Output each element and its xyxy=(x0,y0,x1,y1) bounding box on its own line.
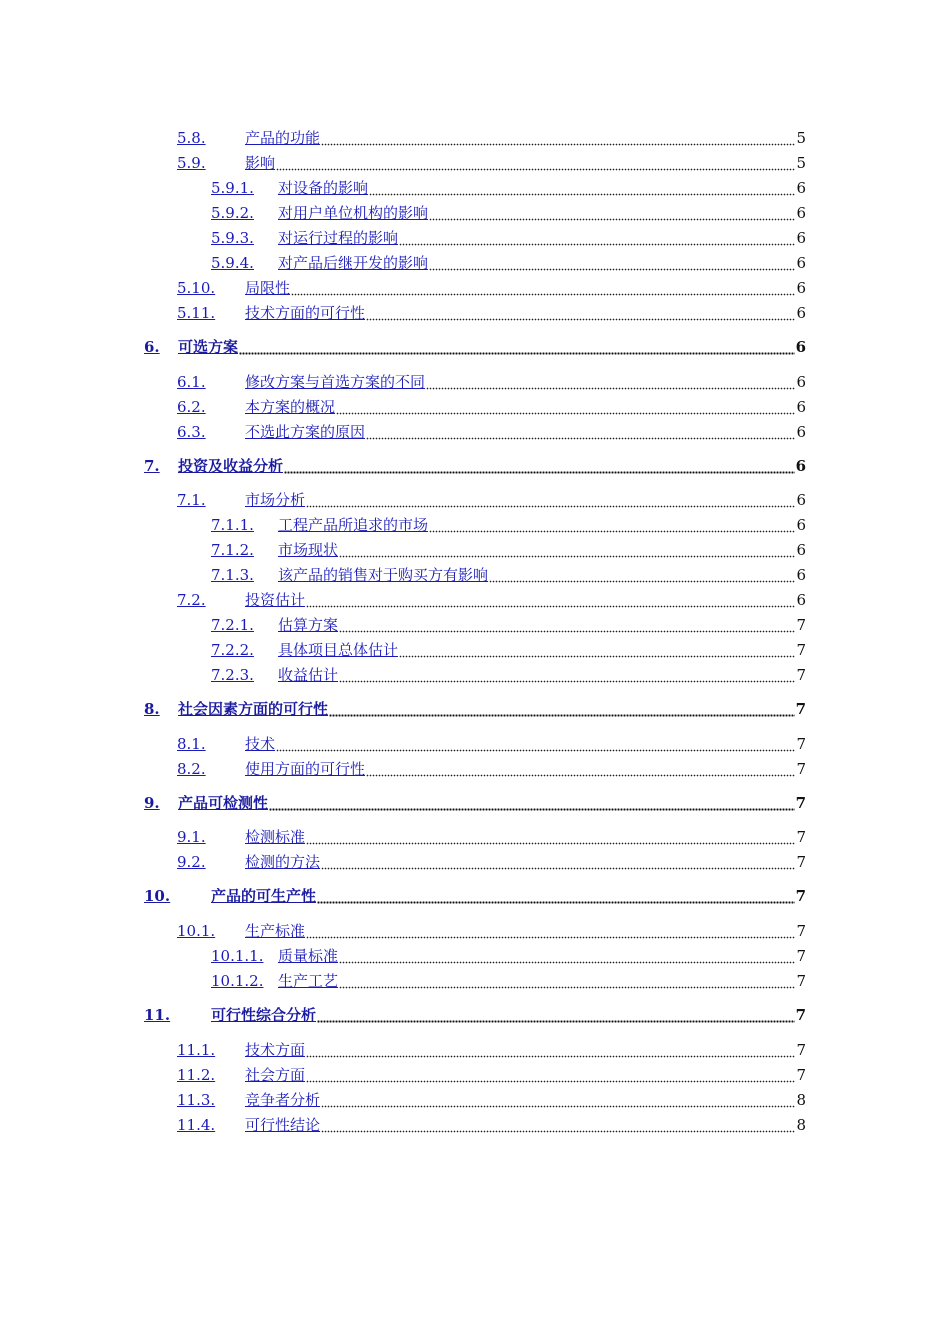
toc-entry-page-number: 6 xyxy=(796,254,806,272)
toc-entry-page-number: 6 xyxy=(796,516,806,534)
toc-entry[interactable] xyxy=(177,488,806,510)
toc-entry-title[interactable]: 技术方面的可行性 xyxy=(245,304,366,322)
toc-entry[interactable] xyxy=(211,251,806,273)
dot-leader xyxy=(317,1005,795,1025)
toc-entry-title[interactable]: 社会方面 xyxy=(245,1066,306,1084)
toc-entry[interactable] xyxy=(211,538,806,560)
toc-entry[interactable] xyxy=(144,884,806,906)
toc-entry-title[interactable]: 局限性 xyxy=(245,279,291,297)
dot-leader xyxy=(399,228,795,248)
toc-entry-page-number: 7 xyxy=(796,760,806,778)
toc-entry-number[interactable]: 10.1.1. xyxy=(211,947,264,965)
dot-leader xyxy=(489,565,795,585)
toc-entry-title[interactable]: 检测标准 xyxy=(245,828,306,846)
toc-entry[interactable] xyxy=(144,697,806,719)
toc-entry-number[interactable]: 6. xyxy=(144,338,160,356)
toc-entry-page-number: 7 xyxy=(796,735,806,753)
toc-entry-page-number: 6 xyxy=(796,491,806,509)
toc-entry-number[interactable]: 5.11. xyxy=(177,304,216,322)
toc-entry-page-number: 6 xyxy=(796,398,806,416)
toc-entry-page-number: 6 xyxy=(796,279,806,297)
toc-entry[interactable] xyxy=(211,226,806,248)
dot-leader xyxy=(321,1115,795,1135)
toc-entry-title[interactable]: 对设备的影响 xyxy=(278,179,369,197)
toc-entry-page-number: 6 xyxy=(796,204,806,222)
toc-entry-title[interactable]: 投资及收益分析 xyxy=(178,457,284,475)
dot-leader xyxy=(369,178,795,198)
toc-entry-title[interactable]: 估算方案 xyxy=(278,616,339,634)
toc-entry-number[interactable]: 10.1.2. xyxy=(211,972,264,990)
toc-entry-number[interactable]: 5.8. xyxy=(177,129,206,147)
toc-entry-page-number: 6 xyxy=(796,373,806,391)
toc-entry[interactable] xyxy=(177,1038,806,1060)
dot-leader xyxy=(426,372,795,392)
dot-leader xyxy=(429,203,795,223)
toc-entry-number[interactable]: 9. xyxy=(144,794,160,812)
toc-entry-number[interactable]: 5.9.3. xyxy=(211,229,254,247)
toc-entry-title[interactable]: 产品可检测性 xyxy=(178,794,269,812)
toc-entry-title[interactable]: 修改方案与首选方案的不同 xyxy=(245,373,426,391)
dot-leader xyxy=(306,921,795,941)
toc-entry[interactable] xyxy=(177,126,806,148)
dot-leader xyxy=(317,886,795,906)
toc-entry-page-number: 5 xyxy=(796,129,806,147)
dot-leader xyxy=(329,699,795,719)
toc-entry-number[interactable]: 11.4. xyxy=(177,1116,216,1134)
toc-entry-number[interactable]: 11.2. xyxy=(177,1066,216,1084)
toc-entry-number[interactable]: 10.1. xyxy=(177,922,216,940)
toc-entry[interactable] xyxy=(144,791,806,813)
toc-entry[interactable] xyxy=(177,276,806,298)
toc-entry-page-number: 8 xyxy=(796,1091,806,1109)
toc-entry-number[interactable]: 7.1.2. xyxy=(211,541,254,559)
toc-entry[interactable] xyxy=(177,757,806,779)
toc-entry[interactable] xyxy=(211,201,806,223)
toc-entry-number[interactable]: 8.1. xyxy=(177,735,206,753)
dot-leader xyxy=(429,515,795,535)
toc-entry-page-number: 6 xyxy=(796,591,806,609)
toc-entry[interactable] xyxy=(211,638,806,660)
dot-leader xyxy=(269,793,795,813)
toc-entry[interactable] xyxy=(177,420,806,442)
toc-entry-number[interactable]: 7.1. xyxy=(177,491,206,509)
toc-entry-number[interactable]: 7.1.3. xyxy=(211,566,254,584)
toc-entry-number[interactable]: 8.2. xyxy=(177,760,206,778)
toc-entry[interactable] xyxy=(177,1088,806,1110)
dot-leader xyxy=(284,456,795,476)
toc-entry-page-number: 7 xyxy=(796,853,806,871)
dot-leader xyxy=(306,1065,795,1085)
toc-entry-title[interactable]: 可行性结论 xyxy=(245,1116,321,1134)
toc-entry-page-number: 6 xyxy=(796,304,806,322)
toc-entry-number[interactable]: 7. xyxy=(144,457,160,475)
toc-entry-title[interactable]: 生产工艺 xyxy=(278,972,339,990)
toc-entry[interactable] xyxy=(177,919,806,941)
toc-entry[interactable] xyxy=(177,850,806,872)
dot-leader xyxy=(339,665,795,685)
toc-entry-number[interactable]: 10. xyxy=(144,887,171,905)
toc-entry[interactable] xyxy=(177,732,806,754)
toc-entry-number[interactable]: 5.9. xyxy=(177,154,206,172)
toc-entry[interactable] xyxy=(177,151,806,173)
toc-entry-page-number: 7 xyxy=(796,666,806,684)
toc-entry-page-number: 7 xyxy=(795,1006,806,1024)
dot-leader xyxy=(291,278,795,298)
toc-entry-number[interactable]: 6.1. xyxy=(177,373,206,391)
toc-entry-number[interactable]: 8. xyxy=(144,700,160,718)
toc-entry-title[interactable]: 可行性综合分析 xyxy=(211,1006,317,1024)
toc-entry[interactable] xyxy=(177,1113,806,1135)
dot-leader xyxy=(429,253,795,273)
dot-leader xyxy=(276,153,795,173)
toc-entry[interactable] xyxy=(211,563,806,585)
dot-leader xyxy=(306,490,795,510)
toc-entry[interactable] xyxy=(144,1003,806,1025)
dot-leader xyxy=(321,1090,795,1110)
dot-leader xyxy=(239,337,795,357)
toc-entry-page-number: 7 xyxy=(795,700,806,718)
toc-entry-title[interactable]: 质量标准 xyxy=(278,947,339,965)
toc-entry-title[interactable]: 社会因素方面的可行性 xyxy=(178,700,329,718)
toc-entry-number[interactable]: 7.2. xyxy=(177,591,206,609)
toc-entry-page-number: 7 xyxy=(796,828,806,846)
toc-entry-page-number: 6 xyxy=(796,566,806,584)
toc-entry-title[interactable]: 可选方案 xyxy=(178,338,239,356)
toc-entry-title[interactable]: 不选此方案的原因 xyxy=(245,423,366,441)
toc-entry-number[interactable]: 11.3. xyxy=(177,1091,216,1109)
toc-entry-title[interactable]: 产品的可生产性 xyxy=(211,887,317,905)
toc-entry-title[interactable]: 检测的方法 xyxy=(245,853,321,871)
toc-entry-number[interactable]: 5.9.1. xyxy=(211,179,254,197)
toc-entry-page-number: 6 xyxy=(795,457,806,475)
toc-entry-number[interactable]: 11. xyxy=(144,1006,171,1024)
toc-entry-page-number: 6 xyxy=(796,179,806,197)
toc-entry[interactable] xyxy=(177,395,806,417)
toc-entry[interactable] xyxy=(211,176,806,198)
toc-entry-title[interactable]: 影响 xyxy=(245,154,276,172)
toc-entry-page-number: 7 xyxy=(795,794,806,812)
toc-entry-title[interactable]: 本方案的概况 xyxy=(245,398,336,416)
toc-entry-page-number: 7 xyxy=(796,922,806,940)
toc-entry-title[interactable]: 使用方面的可行性 xyxy=(245,760,366,778)
toc-entry-page-number: 7 xyxy=(796,972,806,990)
toc-entry-page-number: 6 xyxy=(795,338,806,356)
toc-entry[interactable] xyxy=(211,944,806,966)
toc-entry-page-number: 7 xyxy=(796,947,806,965)
toc-entry-title[interactable]: 对用户单位机构的影响 xyxy=(278,204,429,222)
dot-leader xyxy=(306,827,795,847)
toc-entry-page-number: 6 xyxy=(796,229,806,247)
toc-entry-page-number: 7 xyxy=(796,616,806,634)
toc-entry-title[interactable]: 对运行过程的影响 xyxy=(278,229,399,247)
dot-leader xyxy=(321,852,795,872)
toc-entry-page-number: 7 xyxy=(795,887,806,905)
toc-entry-title[interactable]: 具体项目总体估计 xyxy=(278,641,399,659)
toc-entry-title[interactable]: 投资估计 xyxy=(245,591,306,609)
toc-entry-page-number: 6 xyxy=(796,541,806,559)
dot-leader xyxy=(339,946,795,966)
toc-entry-number[interactable]: 7.2.2. xyxy=(211,641,254,659)
toc-entry[interactable] xyxy=(177,1063,806,1085)
dot-leader xyxy=(366,759,795,779)
dot-leader xyxy=(306,590,795,610)
toc-entry[interactable] xyxy=(211,663,806,685)
dot-leader xyxy=(339,615,795,635)
toc-entry-title[interactable]: 技术 xyxy=(245,735,276,753)
toc-entry-number[interactable]: 7.1.1. xyxy=(211,516,254,534)
toc-entry-number[interactable]: 5.9.2. xyxy=(211,204,254,222)
toc-entry-title[interactable]: 收益估计 xyxy=(278,666,339,684)
toc-entry-page-number: 7 xyxy=(796,641,806,659)
toc-entry-title[interactable]: 生产标准 xyxy=(245,922,306,940)
dot-leader xyxy=(339,540,795,560)
toc-entry[interactable] xyxy=(211,613,806,635)
toc-entry-number[interactable]: 6.2. xyxy=(177,398,206,416)
toc-entry[interactable] xyxy=(211,969,806,991)
toc-entry-title[interactable]: 技术方面 xyxy=(245,1041,306,1059)
toc-entry-title[interactable]: 对产品后继开发的影响 xyxy=(278,254,429,272)
dot-leader xyxy=(399,640,795,660)
dot-leader xyxy=(336,397,795,417)
toc-entry-number[interactable]: 5.9.4. xyxy=(211,254,254,272)
toc-entry-page-number: 7 xyxy=(796,1041,806,1059)
dot-leader xyxy=(339,971,795,991)
toc-entry[interactable] xyxy=(211,513,806,535)
dot-leader xyxy=(306,1040,795,1060)
toc-entry-title[interactable]: 竞争者分析 xyxy=(245,1091,321,1109)
toc-entry[interactable] xyxy=(177,370,806,392)
toc-entry[interactable] xyxy=(177,301,806,323)
toc-entry-number[interactable]: 6.3. xyxy=(177,423,206,441)
toc-entry[interactable] xyxy=(144,335,806,357)
toc-entry-page-number: 7 xyxy=(796,1066,806,1084)
toc-entry-title[interactable]: 产品的功能 xyxy=(245,129,321,147)
toc-entry-title[interactable]: 市场分析 xyxy=(245,491,306,509)
toc-entry-number[interactable]: 9.1. xyxy=(177,828,206,846)
toc-entry-number[interactable]: 5.10. xyxy=(177,279,216,297)
dot-leader xyxy=(366,303,795,323)
toc-entry[interactable] xyxy=(144,454,806,476)
toc-entry[interactable] xyxy=(177,825,806,847)
toc-entry-number[interactable]: 7.2.3. xyxy=(211,666,254,684)
toc-entry-number[interactable]: 7.2.1. xyxy=(211,616,254,634)
toc-entry-number[interactable]: 11.1. xyxy=(177,1041,216,1059)
toc-entry-title[interactable]: 该产品的销售对于购买方有影响 xyxy=(278,566,489,584)
toc-entry[interactable] xyxy=(177,588,806,610)
dot-leader xyxy=(276,734,795,754)
toc-entry-title[interactable]: 市场现状 xyxy=(278,541,339,559)
toc-entry-page-number: 5 xyxy=(796,154,806,172)
toc-entry-number[interactable]: 9.2. xyxy=(177,853,206,871)
toc-entry-page-number: 6 xyxy=(796,423,806,441)
dot-leader xyxy=(366,422,795,442)
dot-leader xyxy=(321,128,795,148)
toc-entry-page-number: 8 xyxy=(796,1116,806,1134)
toc-entry-title[interactable]: 工程产品所追求的市场 xyxy=(278,516,429,534)
